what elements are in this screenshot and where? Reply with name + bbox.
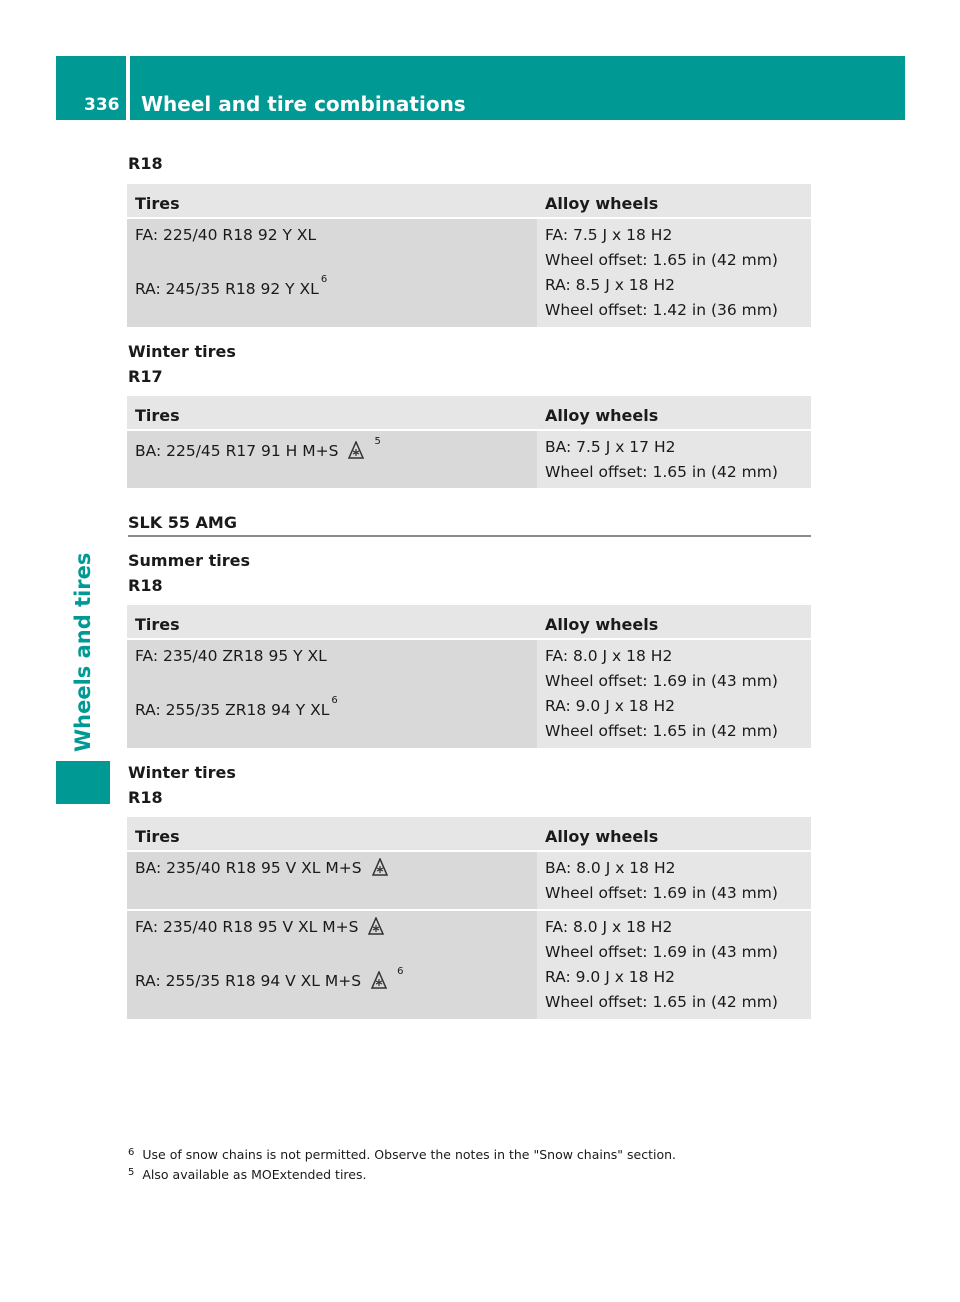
wheel-spec: BA: 8.0 J x 18 H2 — [545, 859, 676, 877]
table-header — [127, 396, 811, 429]
size-label: R18 — [128, 576, 163, 595]
table-header — [127, 817, 811, 850]
tire-spec: RA: 245/35 R18 92 Y XL$^6$ — [135, 274, 328, 299]
snowflake-mountain-icon — [368, 917, 384, 935]
tire-category-label: Winter tires — [128, 763, 236, 782]
tire-table-winter-r17 — [127, 396, 811, 488]
wheels-cell — [537, 640, 811, 748]
wheel-offset: Wheel offset: 1.65 in (42 mm) — [545, 993, 778, 1011]
snowflake-mountain-icon — [371, 971, 387, 989]
wheels-cell — [537, 911, 811, 1019]
snowflake-mountain-icon — [372, 858, 388, 876]
tire-spec: RA: 255/35 ZR18 94 Y XL$^6$ — [135, 695, 338, 720]
footnote-ref: 6 — [397, 966, 404, 977]
table-row — [127, 850, 811, 909]
table-row — [127, 638, 811, 748]
wheels-cell — [537, 852, 811, 909]
tire-spec: FA: 235/40 R18 95 V XL M+S — [135, 915, 537, 940]
col-header-tires: Tires — [135, 615, 180, 634]
footnote-ref: 6 — [331, 695, 338, 706]
col-header-wheels: Alloy wheels — [545, 406, 659, 425]
table-header — [127, 184, 811, 217]
col-header-wheels: Alloy wheels — [545, 194, 659, 213]
page-number: 336 — [84, 95, 120, 115]
wheel-spec: FA: 7.5 J x 18 H2 — [545, 226, 673, 244]
tire-spec: FA: 225/40 R18 92 Y XL — [135, 226, 317, 244]
wheel-offset: Wheel offset: 1.65 in (42 mm) — [545, 463, 778, 481]
size-label: R18 — [128, 788, 163, 807]
tires-cell — [127, 431, 537, 488]
table-row — [127, 909, 811, 1019]
footnote-ref: 5 — [374, 436, 381, 447]
footnote-text: Also available as MOExtended tires. — [142, 1167, 367, 1182]
table-row — [127, 217, 811, 327]
footnote-number: 5 — [128, 1167, 135, 1178]
col-header-tires: Tires — [135, 827, 180, 846]
size-label: R18 — [128, 154, 163, 173]
tire-spec: RA: 255/35 R18 94 V XL M+S$^6$ — [135, 966, 404, 991]
col-header-wheels: Alloy wheels — [545, 827, 659, 846]
wheel-offset: Wheel offset: 1.65 in (42 mm) — [545, 251, 778, 269]
side-tab-label: Wheels and tires — [71, 552, 95, 752]
tire-table-r18 — [127, 184, 811, 327]
wheel-spec: BA: 7.5 J x 17 H2 — [545, 438, 676, 456]
wheel-offset: Wheel offset: 1.65 in (42 mm) — [545, 722, 778, 740]
tire-category-label: Summer tires — [128, 551, 250, 570]
footnote-number: 6 — [128, 1147, 135, 1158]
wheel-spec: FA: 8.0 J x 18 H2 — [545, 918, 673, 936]
table-header — [127, 605, 811, 638]
tire-category-label: Winter tires — [128, 342, 236, 361]
tire-spec: BA: 235/40 R18 95 V XL M+S — [135, 856, 537, 881]
footnote-text: Use of snow chains is not permitted. Observe the notes in the "Snow chains" section. — [142, 1147, 677, 1162]
wheel-spec: RA: 9.0 J x 18 H2 — [545, 968, 675, 986]
header-divider — [126, 56, 130, 120]
tire-table-summer-r18 — [127, 605, 811, 748]
snowflake-mountain-icon — [348, 441, 364, 459]
wheel-offset: Wheel offset: 1.42 in (36 mm) — [545, 301, 778, 319]
wheel-offset: Wheel offset: 1.69 in (43 mm) — [545, 943, 778, 961]
wheel-spec: RA: 8.5 J x 18 H2 — [545, 276, 675, 294]
tire-spec: FA: 235/40 ZR18 95 Y XL — [135, 647, 327, 665]
tires-cell — [127, 219, 537, 327]
tire-spec: BA: 225/45 R17 91 H M+S$^5$ — [135, 436, 381, 461]
tires-cell — [127, 911, 537, 1019]
col-header-tires: Tires — [135, 194, 180, 213]
wheels-cell — [537, 431, 811, 488]
wheel-spec: FA: 8.0 J x 18 H2 — [545, 647, 673, 665]
footnote — [128, 1166, 366, 1186]
tire-table-winter-r18 — [127, 817, 811, 1019]
footnote-ref: 6 — [320, 274, 328, 285]
wheel-spec: RA: 9.0 J x 18 H2 — [545, 697, 675, 715]
model-heading: SLK 55 AMG — [128, 513, 811, 537]
page-title: Wheel and tire combinations — [141, 92, 466, 116]
tire-spacer — [135, 940, 537, 965]
tires-cell — [127, 640, 537, 748]
footnote — [128, 1146, 676, 1166]
tire-spacer — [135, 669, 537, 694]
side-tab-marker — [56, 761, 110, 804]
wheel-offset: Wheel offset: 1.69 in (43 mm) — [545, 672, 778, 690]
tire-spacer — [135, 248, 537, 273]
col-header-wheels: Alloy wheels — [545, 615, 659, 634]
wheel-offset: Wheel offset: 1.69 in (43 mm) — [545, 884, 778, 902]
size-label: R17 — [128, 367, 163, 386]
table-row — [127, 429, 811, 488]
wheels-cell — [537, 219, 811, 327]
col-header-tires: Tires — [135, 406, 180, 425]
tires-cell — [127, 852, 537, 909]
